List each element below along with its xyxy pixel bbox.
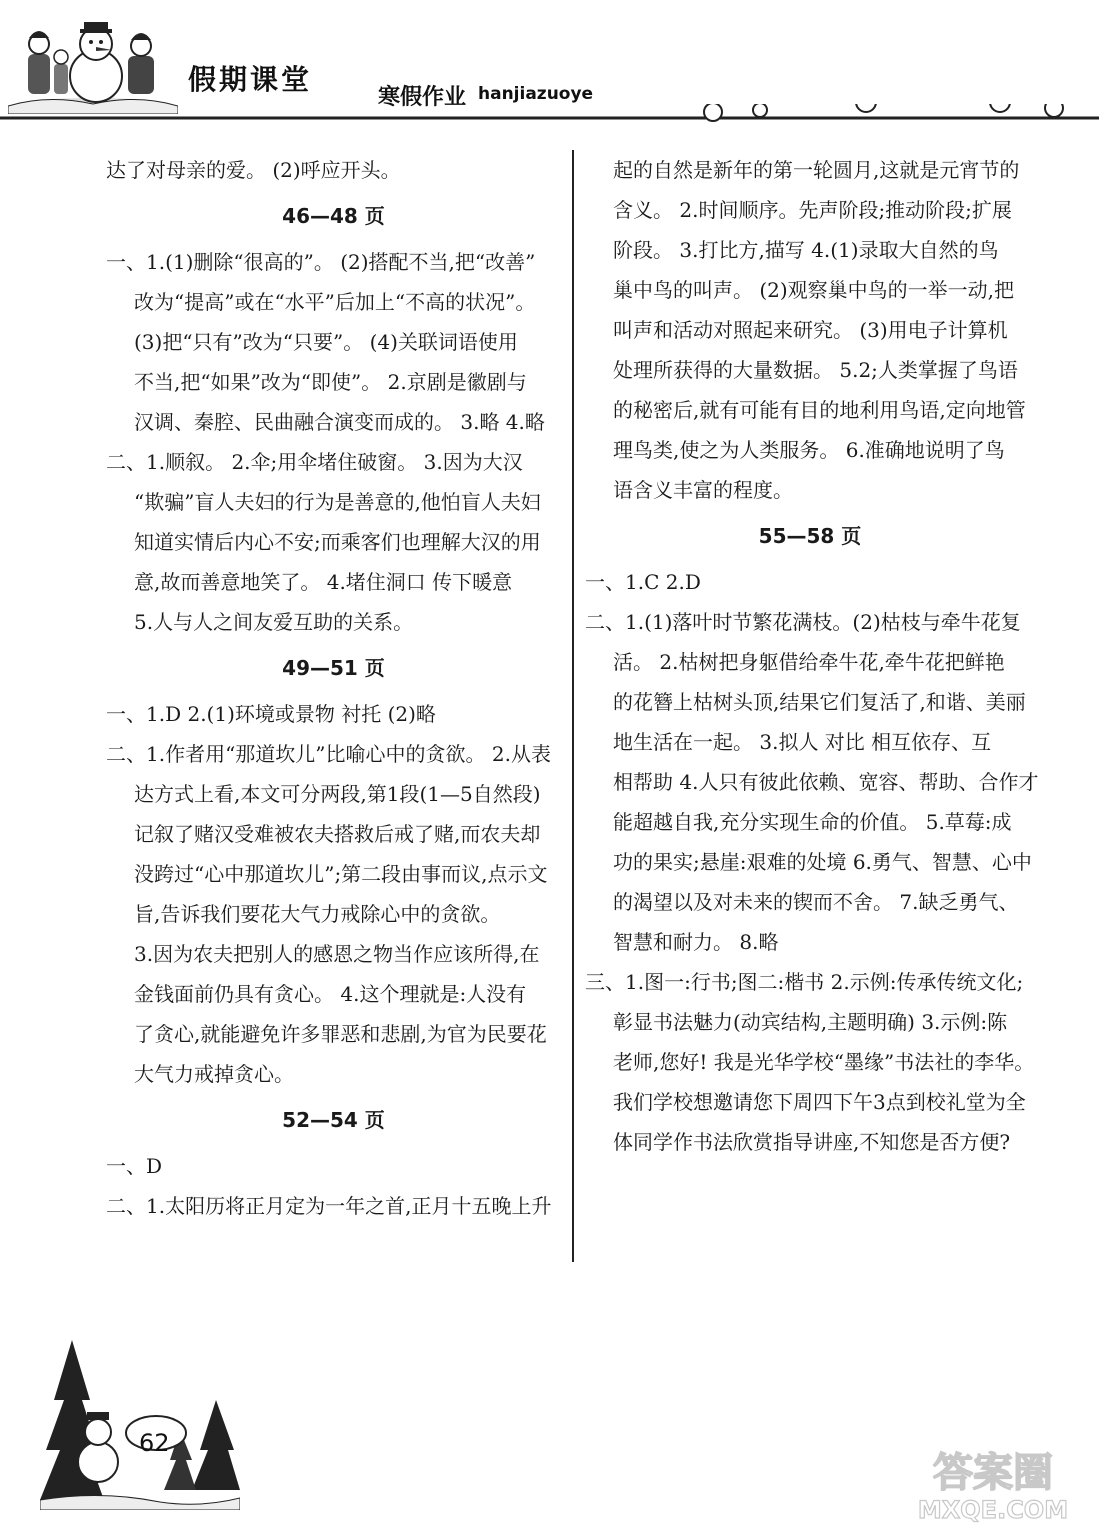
answer-line: “欺骗”盲人夫妇的行为是善意的,他怕盲人夫妇 bbox=[134, 490, 541, 514]
answer-line: 汉调、秦腔、民曲融合演变而成的。 3.略 4.略 bbox=[134, 410, 545, 434]
header-subtitle: 寒假作业 bbox=[378, 85, 467, 110]
answer-line: 地生活在一起。 3.拟人 对比 相互依存、互 bbox=[613, 730, 992, 754]
answer-line: 5.人与人之间友爱互助的关系。 bbox=[134, 610, 414, 634]
answer-line: 二、1.作者用“那道坎儿”比喻心中的贪欲。 2.从表 bbox=[106, 742, 551, 766]
answer-line: 二、1.(1)落叶时节繁花满枝。(2)枯枝与牵牛花复 bbox=[585, 610, 1021, 634]
answer-line: 旨,告诉我们要花大气力戒除心中的贪欲。 bbox=[134, 902, 501, 926]
answer-line: 二、1.太阳历将正月定为一年之首,正月十五晚上升 bbox=[106, 1194, 552, 1218]
answer-line: 智慧和耐力。 8.略 bbox=[613, 930, 779, 954]
left-column bbox=[106, 150, 561, 1226]
answer-line: 相帮助 4.人只有彼此依赖、宽容、帮助、合作才 bbox=[613, 770, 1039, 794]
section-heading: 55—58 页 bbox=[758, 524, 862, 548]
answer-line: 理鸟类,使之为人类服务。 6.准确地说明了鸟 bbox=[613, 438, 1005, 462]
watermark-url: MXQE.COM bbox=[917, 1496, 1069, 1524]
answer-line: 三、1.图一:行书;图二:楷书 2.示例:传承传统文化; bbox=[585, 970, 1024, 994]
answer-line: 达了对母亲的爱。 (2)呼应开头。 bbox=[106, 158, 401, 182]
trees-snowman-illustration bbox=[40, 1340, 240, 1510]
answer-line: 意,故而善意地笑了。 4.堵住洞口 传下暖意 bbox=[134, 570, 513, 594]
watermark-text: 答案圈 bbox=[933, 1450, 1053, 1496]
section-heading: 46—48 页 bbox=[282, 204, 385, 228]
header-rule-with-ornaments bbox=[0, 104, 1099, 124]
answer-line: 体同学作书法欣赏指导讲座,不知您是否方便? bbox=[613, 1130, 1011, 1154]
answer-line: 的花簪上枯树头顶,结果它们复活了,和谐、美丽 bbox=[613, 690, 1026, 714]
answer-line: 彰显书法魅力(动宾结构,主题明确) 3.示例:陈 bbox=[613, 1010, 1008, 1034]
answer-line: 3.因为农夫把别人的感恩之物当作应该所得,在 bbox=[134, 942, 540, 966]
answer-line: 处理所获得的大量数据。 5.2;人类掌握了鸟语 bbox=[613, 358, 1018, 382]
answer-line: 能超越自我,充分实现生命的价值。 5.草莓:成 bbox=[613, 810, 1012, 834]
header-title: 假期课堂 bbox=[188, 63, 313, 96]
section-heading: 52—54 页 bbox=[282, 1108, 385, 1132]
answer-line: 改为“提高”或在“水平”后加上“不高的状况”。 bbox=[134, 290, 536, 314]
column-divider bbox=[572, 150, 574, 1262]
page-header bbox=[0, 0, 1099, 140]
answer-line: 了贪心,就能避免许多罪恶和悲剧,为官为民要花 bbox=[134, 1022, 547, 1046]
answer-line: 活。 2.枯树把身躯借给牵牛花,牵牛花把鲜艳 bbox=[613, 650, 1005, 674]
answer-line: 的秘密后,就有可能有目的地利用鸟语,定向地管 bbox=[613, 398, 1026, 422]
answer-line: 语含义丰富的程度。 bbox=[613, 478, 793, 502]
answer-line: 功的果实;悬崖:艰难的处境 6.勇气、智慧、心中 bbox=[613, 850, 1032, 874]
answer-line: 一、1.C 2.D bbox=[585, 570, 701, 594]
answer-line: 记叙了赌汉受难被农夫搭救后戒了赌,而农夫却 bbox=[134, 822, 541, 846]
watermark-logo bbox=[898, 1446, 1088, 1526]
answer-line: 起的自然是新年的第一轮圆月,这就是元宵节的 bbox=[613, 158, 1020, 182]
answer-line: 老师,您好! 我是光华学校“墨缘”书法社的李华。 bbox=[613, 1050, 1035, 1074]
answer-line: 叫声和活动对照起来研究。 (3)用电子计算机 bbox=[613, 318, 1008, 342]
answer-line: 没跨过“心中那道坎儿”;第二段由事而议,点示文 bbox=[134, 862, 548, 886]
answer-line: 二、1.顺叙。 2.伞;用伞堵住破窗。 3.因为大汉 bbox=[106, 450, 523, 474]
header-pinyin: hanjiazuoye bbox=[478, 84, 594, 104]
answer-line: 知道实情后内心不安;而乘客们也理解大汉的用 bbox=[134, 530, 541, 554]
answer-line: 一、D bbox=[106, 1154, 163, 1178]
answer-line: 一、1.(1)删除“很高的”。 (2)搭配不当,把“改善” bbox=[106, 250, 536, 274]
page-number: 62 bbox=[139, 1429, 170, 1457]
section-heading: 49—51 页 bbox=[282, 656, 385, 680]
answer-line: 达方式上看,本文可分两段,第1段(1—5自然段) bbox=[134, 782, 541, 806]
right-column bbox=[585, 150, 1039, 1162]
answer-line: 我们学校想邀请您下周四下午3点到校礼堂为全 bbox=[613, 1090, 1026, 1114]
answer-line: 含义。 2.时间顺序。先声阶段;推动阶段;扩展 bbox=[613, 198, 1012, 222]
answer-line: 金钱面前仍具有贪心。 4.这个理就是:人没有 bbox=[134, 982, 527, 1006]
answer-line: 一、1.D 2.(1)环境或景物 衬托 (2)略 bbox=[106, 702, 436, 726]
snowman-children-illustration bbox=[8, 14, 178, 114]
answer-line: 大气力戒掉贪心。 bbox=[134, 1062, 294, 1086]
answer-line: 的渴望以及对未来的锲而不舍。 7.缺乏勇气、 bbox=[613, 890, 1019, 914]
answer-line: 阶段。 3.打比方,描写 4.(1)录取大自然的鸟 bbox=[613, 238, 999, 262]
answer-line: 巢中鸟的叫声。 (2)观察巢中鸟的一举一动,把 bbox=[613, 278, 1015, 302]
answer-line: 不当,把“如果”改为“即使”。 2.京剧是徽剧与 bbox=[134, 370, 527, 394]
answer-line: (3)把“只有”改为“只要”。 (4)关联词语使用 bbox=[134, 330, 518, 354]
